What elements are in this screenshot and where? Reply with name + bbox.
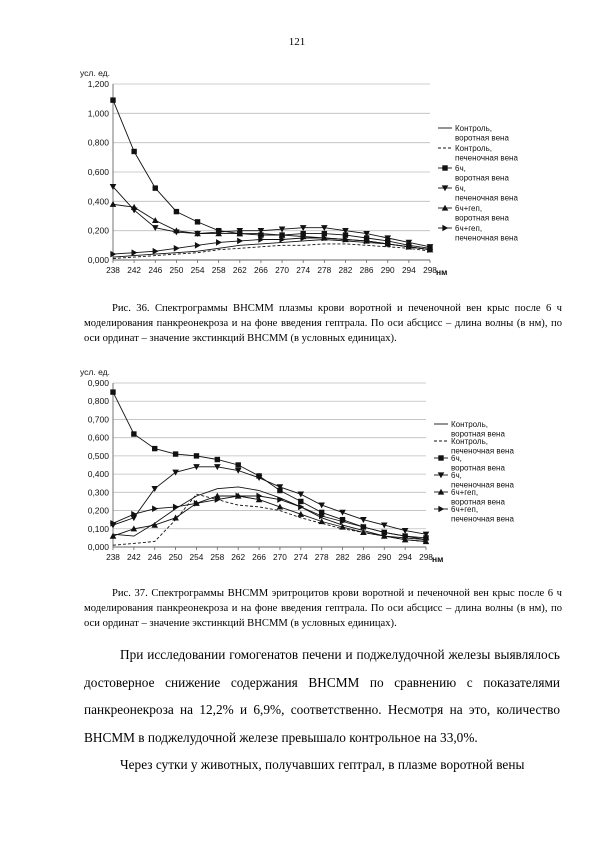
legend-label	[451, 471, 514, 490]
legend-label-line: 6ч,	[455, 164, 466, 173]
legend-label-line: воротная вена	[455, 213, 509, 223]
series-1	[113, 487, 426, 540]
legend-label	[455, 224, 518, 243]
data-point	[174, 209, 179, 214]
legend-label-line: 6ч,	[455, 184, 466, 193]
legend-label-line: печеночная вена	[455, 193, 518, 203]
y-tick-label: 0,400	[87, 469, 109, 480]
caption-text: Рис. 36. Спектрограммы ВНСММ плазмы крови воротной и печеночной вен крыс после 6 ч моделирования панкреонекроза и на фоне введения гептрала. По оси абсцисс – длина волны (в нм), по оси ординат – значение экстинкций ВНСММ (в условных единицах).	[84, 303, 562, 344]
legend-label-line: воротная вена	[451, 429, 505, 439]
series-5	[110, 201, 434, 252]
y-tick-label: 0,900	[87, 378, 109, 388]
data-point	[298, 499, 303, 504]
legend-label-line: воротная вена	[455, 133, 509, 143]
x-tick-label: 282	[335, 552, 350, 562]
x-tick-label: 294	[398, 552, 413, 562]
legend-label	[455, 204, 509, 223]
series-4	[110, 464, 430, 537]
data-point	[110, 389, 115, 394]
x-tick-label: 298	[423, 265, 437, 275]
y-tick-label: 0,300	[87, 487, 109, 498]
legend-label-line: 6ч,	[451, 471, 462, 480]
x-tick-label: 242	[126, 552, 141, 562]
x-tick-label: 250	[169, 265, 184, 275]
data-point	[152, 446, 157, 451]
legend-label	[451, 420, 505, 439]
x-tick-label: 286	[356, 552, 371, 562]
series-5	[110, 493, 430, 544]
figure-caption-36	[84, 301, 562, 346]
legend-label-line: печеночная вена	[455, 153, 518, 163]
x-tick-label: 246	[148, 265, 163, 275]
x-tick-label: 266	[252, 552, 266, 562]
data-point	[438, 506, 444, 513]
legend-label-line: 6ч,	[451, 454, 462, 463]
x-tick-label: 282	[338, 265, 353, 275]
y-tick-label: 0,200	[87, 505, 109, 516]
series-line	[113, 187, 430, 247]
data-point	[298, 511, 305, 517]
y-tick-label: 0,800	[87, 137, 109, 148]
x-tick-label: 294	[401, 265, 416, 275]
x-tick-label: 270	[275, 265, 289, 275]
data-point	[277, 496, 283, 503]
data-point	[215, 457, 220, 462]
legend-label-line: воротная вена	[451, 463, 505, 473]
x-tick-label: 270	[273, 552, 287, 562]
data-point	[131, 149, 136, 154]
legend-label-line: Контроль,	[451, 420, 488, 429]
x-tick-label: 262	[231, 552, 246, 562]
legend-label	[451, 437, 514, 456]
x-tick-label: 238	[106, 552, 120, 562]
x-tick-label: 290	[380, 265, 395, 275]
data-point	[318, 502, 325, 508]
series-3	[110, 97, 432, 251]
y-tick-label: 0,500	[87, 450, 109, 461]
y-tick-label: 0,200	[87, 225, 109, 236]
x-tick-label: 266	[254, 265, 268, 275]
legend-label-line: 6ч+геп,	[451, 505, 479, 514]
series-2	[113, 244, 430, 259]
x-tick-label: 258	[210, 552, 225, 562]
paragraph: При исследовании гомогенатов печени и поджелудочной железы выявлялось достоверное снижение содержания ВНСММ по сравнению с показателями панкреонекроза на 12,2% и 6,9%, соответственно. Несмотря на это, количество ВНСММ в поджелудочной железе превышало контрольное на 33,0%.	[84, 647, 560, 745]
spectrogram-chart-36	[78, 66, 538, 284]
x-tick-label: 238	[106, 265, 120, 275]
x-tick-label: 242	[127, 265, 142, 275]
x-tick-label: 274	[296, 265, 311, 275]
y-tick-label: 0,400	[87, 196, 109, 207]
data-point	[195, 242, 201, 249]
y-tick-label: 1,000	[87, 108, 109, 119]
data-point	[216, 239, 222, 246]
legend-label-line: Контроль,	[455, 144, 492, 153]
y-tick-label: 1,200	[87, 79, 109, 89]
data-point	[442, 225, 448, 232]
series-line	[113, 240, 430, 258]
legend-label-line: печеночная вена	[455, 233, 518, 243]
data-point	[110, 97, 115, 102]
legend-label-line: воротная вена	[451, 497, 505, 507]
series-1	[113, 240, 430, 258]
data-point	[172, 470, 179, 476]
data-point	[173, 504, 179, 511]
y-tick-label: 0,600	[87, 432, 109, 443]
data-point	[235, 468, 242, 474]
data-point	[174, 245, 180, 252]
y-tick-label: 0,000	[87, 255, 109, 265]
series-line	[113, 392, 426, 538]
data-point	[237, 238, 243, 245]
x-tick-label: 254	[190, 265, 205, 275]
caption-text: Рис. 37. Спектрограммы ВНСММ эритроцитов крови воротной и печеночной вен крыс после 6 ч моделирования панкреонекроза и на фоне введения гептрала. По оси абсцисс – длина волны (в нм), по оси ординат – значение экстинкций ВНСММ (в условных единицах).	[84, 588, 562, 629]
legend-label	[455, 184, 518, 203]
legend-label	[455, 164, 509, 183]
legend-label-line: печеночная вена	[451, 480, 514, 490]
x-tick-label: 274	[293, 552, 308, 562]
legend-label-line: 6ч+геп,	[455, 204, 483, 213]
data-point	[194, 453, 199, 458]
data-point	[438, 455, 443, 460]
data-point	[110, 201, 117, 207]
data-point	[298, 504, 304, 511]
x-tick-label: 290	[377, 552, 392, 562]
y-axis-label: усл. ед.	[80, 68, 110, 78]
legend-label-line: воротная вена	[455, 173, 509, 183]
x-axis-label: нм	[436, 267, 448, 277]
data-point	[131, 431, 136, 436]
spectrogram-chart-37	[78, 366, 538, 568]
series-line	[113, 467, 426, 534]
y-tick-label: 0,000	[87, 542, 109, 552]
page-number: 121	[288, 36, 306, 48]
legend-label-line: 6ч+геп,	[451, 488, 479, 497]
legend-label-line: Контроль,	[455, 124, 492, 133]
series-line	[113, 496, 426, 540]
x-tick-label: 262	[232, 265, 247, 275]
series-3	[110, 389, 428, 540]
legend-label-line: печеночная вена	[451, 446, 514, 456]
legend-label	[451, 488, 505, 507]
data-point	[236, 462, 241, 467]
x-tick-label: 298	[419, 552, 433, 562]
legend-label	[455, 144, 518, 163]
legend-label	[451, 454, 505, 473]
x-tick-label: 250	[168, 552, 183, 562]
data-point	[152, 505, 158, 512]
x-tick-label: 258	[211, 265, 226, 275]
y-tick-label: 0,800	[87, 396, 109, 407]
x-tick-label: 286	[359, 265, 374, 275]
y-axis-label: усл. ед.	[80, 367, 110, 377]
x-tick-label: 246	[147, 552, 162, 562]
legend-label-line: Контроль,	[451, 437, 488, 446]
data-point	[442, 165, 447, 170]
legend-label-line: 6ч+геп,	[455, 224, 483, 233]
data-point	[195, 219, 200, 224]
legend-label	[455, 124, 509, 143]
y-tick-label: 0,600	[87, 167, 109, 177]
legend-label-line: печеночная вена	[451, 514, 514, 524]
data-point	[152, 217, 159, 223]
x-tick-label: 278	[314, 552, 329, 562]
data-point	[151, 486, 158, 492]
data-point	[277, 504, 284, 510]
legend-label	[451, 505, 514, 524]
data-point	[298, 492, 305, 498]
body-text	[84, 641, 560, 779]
data-point	[339, 510, 346, 516]
y-tick-label: 0,700	[87, 414, 109, 425]
series-line	[113, 100, 430, 248]
series-line	[113, 487, 426, 540]
x-tick-label: 278	[317, 265, 332, 275]
series-line	[113, 244, 430, 259]
paragraph: Через сутки у животных, получавших гептрал, в плазме воротной вены	[120, 757, 525, 772]
x-axis-label: нм	[432, 554, 444, 564]
x-tick-label: 254	[189, 552, 204, 562]
data-point	[153, 185, 158, 190]
y-tick-label: 0,100	[87, 523, 109, 534]
figure-caption-37	[84, 586, 562, 631]
data-point	[173, 451, 178, 456]
